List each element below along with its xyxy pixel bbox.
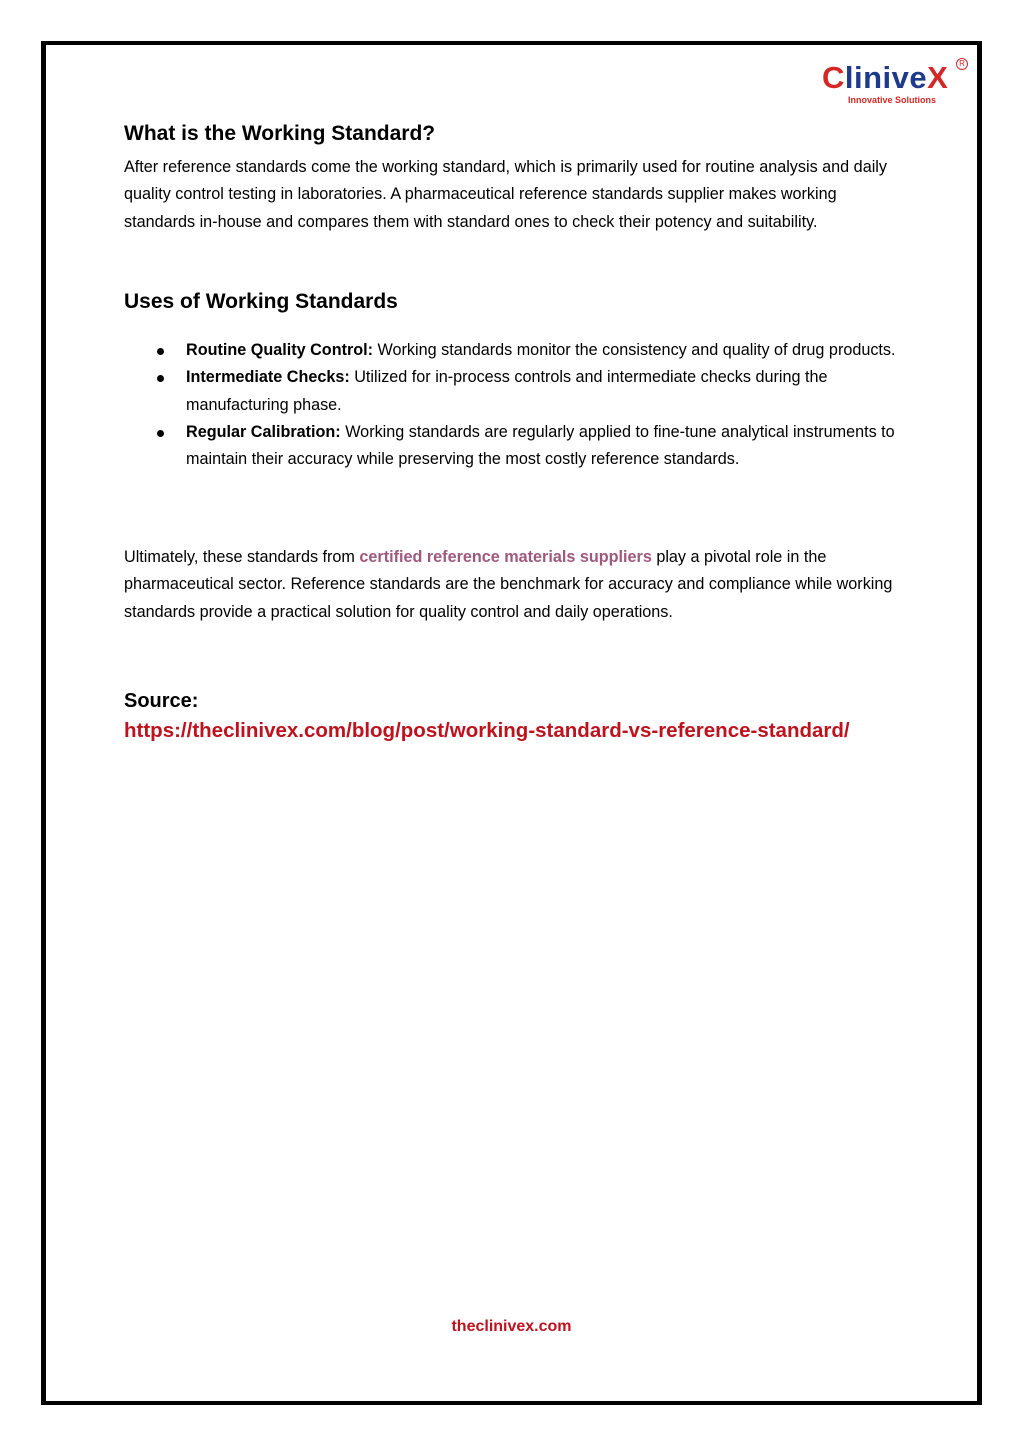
bullet-icon [157,375,164,382]
bullet-icon [157,348,164,355]
bullet-icon [157,430,164,437]
list-item-text: Working standards are regularly applied to fine-tune analytical instruments to maintain their accuracy while preserving the most costly reference standards. [186,422,895,469]
logo-wordmark: CliniveX [822,60,949,95]
list-item [124,337,904,364]
paragraph-conclusion: Ultimately, these standards from certified reference materials suppliers play a pivotal role in the pharmaceutical sector. Reference standards are the benchmark for accuracy and compliance while working standards provide a practical solution for quality control and daily operations. [124,548,893,621]
heading-uses: Uses of Working Standards [124,290,398,313]
heading-working-standard: What is the Working Standard? [124,122,436,145]
list-item-text: Utilized for in-process controls and intermediate checks during the manufacturing phase. [186,368,828,414]
registered-mark: R [956,58,968,70]
paragraph-working-standard: After reference standards come the working standard, which is primarily used for routine analysis and daily quality control testing in laboratories. A pharmaceutical reference standards supplier makes working standards in-house and compares them with standard ones to check their potency and suitability. [124,158,887,231]
clinivex-logo[interactable] [822,58,972,108]
list-item [124,364,904,419]
source-url-link[interactable]: https://theclinivex.com/blog/post/working-standard-vs-reference-standard/ [124,719,850,742]
list-item-term: Intermediate Checks: [186,368,350,387]
footer-site-link[interactable]: theclinivex.com [451,1318,572,1335]
uses-list [124,337,904,473]
source-label: Source: [124,690,199,712]
list-item-term: Routine Quality Control: [186,341,374,359]
list-item-text: Working standards monitor the consistency and quality of drug products. [373,341,896,359]
crm-suppliers-link[interactable]: certified reference materials suppliers [359,548,652,566]
logo-tagline: Innovative Solutions [848,95,937,105]
list-item-term: Regular Calibration: [186,422,341,441]
list-item [124,419,904,474]
